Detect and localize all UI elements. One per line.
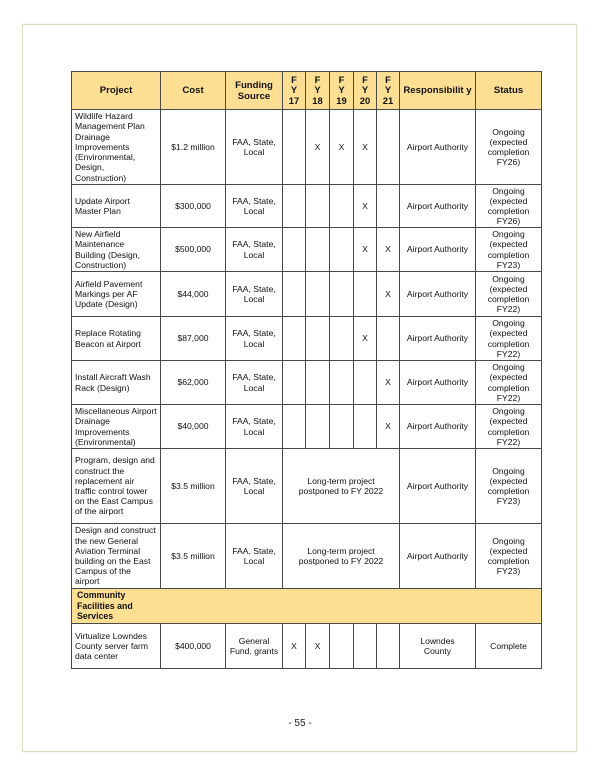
status-cell: Ongoing (expected completion FY26) [476, 110, 542, 185]
cost-cell: $44,000 [161, 272, 226, 317]
fy20-cell: X [354, 228, 377, 272]
fy17-cell [283, 185, 306, 228]
fy19-cell [330, 361, 354, 405]
responsibility-cell: Airport Authority [400, 317, 476, 361]
responsibility-cell: Airport Authority [400, 524, 476, 589]
cost-cell: $87,000 [161, 317, 226, 361]
status-cell: Ongoing (expected completion FY22) [476, 272, 542, 317]
fy20-cell [354, 405, 377, 449]
status-cell: Ongoing (expected completion FY22) [476, 317, 542, 361]
cost-cell: $500,000 [161, 228, 226, 272]
fy20-cell [354, 272, 377, 317]
responsibility-cell: Airport Authority [400, 361, 476, 405]
fy17-cell [283, 228, 306, 272]
cost-cell: $400,000 [161, 624, 226, 669]
table-row [72, 524, 542, 589]
cost-cell: $62,000 [161, 361, 226, 405]
header-project: Project [72, 72, 161, 110]
fy21-cell [377, 317, 400, 361]
fy18-cell [306, 361, 330, 405]
fy21-cell [377, 110, 400, 185]
status-cell: Ongoing (expected completion FY22) [476, 405, 542, 449]
table-row [72, 110, 542, 185]
funding-cell: FAA, State, Local [226, 361, 283, 405]
table-row [72, 449, 542, 524]
fy19-cell [330, 624, 354, 669]
status-cell: Ongoing (expected completion FY23) [476, 228, 542, 272]
capital-projects-table [71, 71, 542, 669]
fy19-cell [330, 272, 354, 317]
responsibility-cell: Airport Authority [400, 405, 476, 449]
funding-cell: FAA, State, Local [226, 110, 283, 185]
fy20-cell [354, 624, 377, 669]
fy19-cell [330, 185, 354, 228]
status-cell: Ongoing (expected completion FY22) [476, 361, 542, 405]
header-fy19: F Y 19 [330, 72, 354, 110]
fy17-cell [283, 405, 306, 449]
status-cell: Ongoing (expected completion FY23) [476, 449, 542, 524]
project-cell: Airfield Pavement Markings per AF Update (Design) [72, 272, 161, 317]
table-row [72, 185, 542, 228]
fy-note-cell: Long-term project postponed to FY 2022 [283, 449, 400, 524]
section-row [72, 589, 542, 624]
fy17-cell [283, 361, 306, 405]
table-row [72, 624, 542, 669]
fy19-cell [330, 317, 354, 361]
header-status: Status [476, 72, 542, 110]
table-row [72, 272, 542, 317]
fy18-cell [306, 272, 330, 317]
fy21-cell [377, 185, 400, 228]
header-cost: Cost [161, 72, 226, 110]
project-cell: Replace Rotating Beacon at Airport [72, 317, 161, 361]
project-cell: New Airfield Maintenance Building (Design, Construction) [72, 228, 161, 272]
fy-note-cell: Long-term project postponed to FY 2022 [283, 524, 400, 589]
table-row [72, 405, 542, 449]
funding-cell: FAA, State, Local [226, 317, 283, 361]
header-fy20: F Y 20 [354, 72, 377, 110]
funding-cell: General Fund, grants [226, 624, 283, 669]
fy19-cell [330, 405, 354, 449]
project-cell: Install Aircraft Wash Rack (Design) [72, 361, 161, 405]
funding-cell: FAA, State, Local [226, 228, 283, 272]
funding-cell: FAA, State, Local [226, 449, 283, 524]
project-cell: Wildlife Hazard Management Plan Drainage Improvements (Environmental, Design, Construction) [72, 110, 161, 185]
responsibility-cell: Airport Authority [400, 185, 476, 228]
funding-cell: FAA, State, Local [226, 272, 283, 317]
page-number: - 55 - [288, 718, 312, 729]
fy20-cell: X [354, 317, 377, 361]
project-cell: Design and construct the new General Aviation Terminal building on the East Campus of the airport [72, 524, 161, 589]
fy21-cell: X [377, 405, 400, 449]
cost-cell: $1.2 million [161, 110, 226, 185]
fy18-cell [306, 228, 330, 272]
fy18-cell [306, 405, 330, 449]
table-row [72, 361, 542, 405]
header-row [72, 72, 542, 110]
fy17-cell [283, 317, 306, 361]
project-cell: Virtualize Lowndes County server farm data center [72, 624, 161, 669]
funding-cell: FAA, State, Local [226, 524, 283, 589]
responsibility-cell: Airport Authority [400, 228, 476, 272]
responsibility-cell: Lowndes County [400, 624, 476, 669]
table-row [72, 317, 542, 361]
fy18-cell: X [306, 624, 330, 669]
fy21-cell: X [377, 361, 400, 405]
project-cell: Program, design and construct the replacement air traffic control tower on the East Campus of the airport [72, 449, 161, 524]
funding-cell: FAA, State, Local [226, 405, 283, 449]
status-cell: Complete [476, 624, 542, 669]
funding-cell: FAA, State, Local [226, 185, 283, 228]
fy20-cell [354, 361, 377, 405]
status-cell: Ongoing (expected completion FY26) [476, 185, 542, 228]
fy21-cell: X [377, 228, 400, 272]
header-funding-source: Funding Source [226, 72, 283, 110]
fy18-cell: X [306, 110, 330, 185]
fy17-cell [283, 272, 306, 317]
section-title: Community Facilities and Services [72, 589, 542, 624]
header-fy18: F Y 18 [306, 72, 330, 110]
responsibility-cell: Airport Authority [400, 110, 476, 185]
status-cell: Ongoing (expected completion FY23) [476, 524, 542, 589]
fy17-cell: X [283, 624, 306, 669]
header-responsibility: Responsibilit y [400, 72, 476, 110]
responsibility-cell: Airport Authority [400, 449, 476, 524]
header-fy21: F Y 21 [377, 72, 400, 110]
fy17-cell [283, 110, 306, 185]
fy18-cell [306, 185, 330, 228]
fy19-cell: X [330, 110, 354, 185]
cost-cell: $40,000 [161, 405, 226, 449]
fy20-cell: X [354, 110, 377, 185]
fy19-cell [330, 228, 354, 272]
responsibility-cell: Airport Authority [400, 272, 476, 317]
fy18-cell [306, 317, 330, 361]
project-cell: Miscellaneous Airport Drainage Improvements (Environmental) [72, 405, 161, 449]
table-row [72, 228, 542, 272]
cost-cell: $300,000 [161, 185, 226, 228]
fy20-cell: X [354, 185, 377, 228]
fy21-cell: X [377, 272, 400, 317]
cost-cell: $3.5 million [161, 524, 226, 589]
cost-cell: $3.5 million [161, 449, 226, 524]
fy21-cell [377, 624, 400, 669]
header-fy17: F Y 17 [283, 72, 306, 110]
project-cell: Update Airport Master Plan [72, 185, 161, 228]
